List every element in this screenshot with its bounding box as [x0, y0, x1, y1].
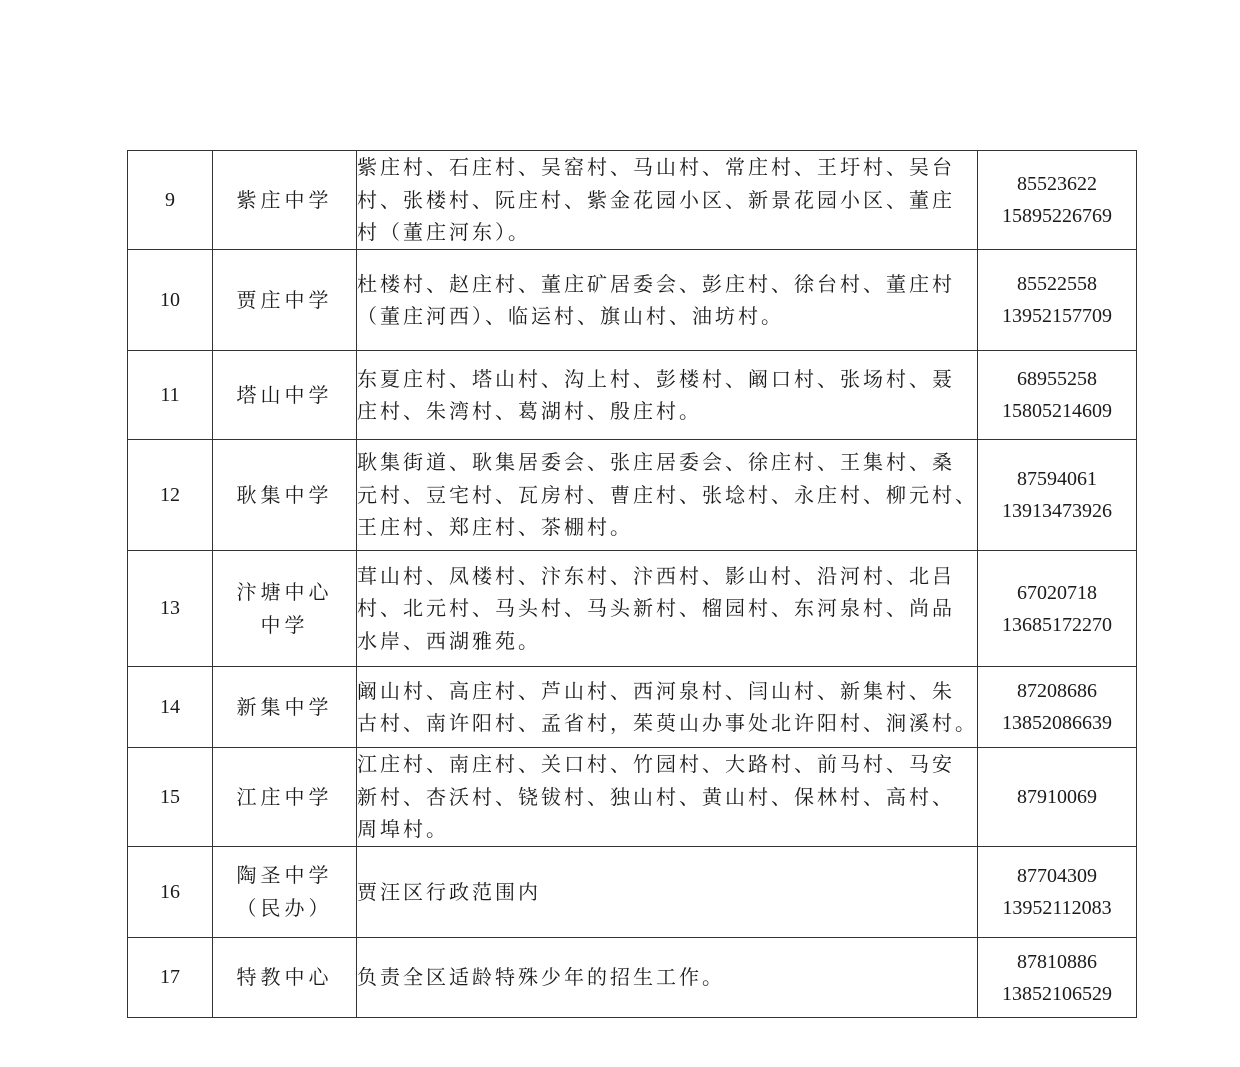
school-name-line: （民办） — [236, 896, 333, 920]
table-row — [128, 667, 1137, 748]
enrollment-area-line: 耿集街道、耿集居委会、张庄居委会、徐庄村、王集村、桑 — [357, 450, 955, 475]
enrollment-area — [357, 847, 978, 938]
table-row — [128, 151, 1137, 250]
enrollment-area-line: 新村、杏沃村、铙钹村、独山村、黄山村、保林村、高村、 — [357, 784, 955, 809]
contact-phone — [978, 440, 1137, 551]
school-name — [213, 440, 357, 551]
table-row — [128, 351, 1137, 440]
school-name — [213, 151, 357, 250]
enrollment-area-line: 王庄村、郑庄村、茶棚村。 — [357, 515, 633, 540]
school-name — [213, 551, 357, 667]
enrollment-area-line: 东夏庄村、塔山村、沟上村、彭楼村、阚口村、张场村、聂 — [357, 366, 955, 391]
school-name-line: 耿集中学 — [236, 482, 333, 507]
enrollment-area — [357, 351, 978, 440]
enrollment-area-line: 江庄村、南庄村、关口村、竹园村、大路村、前马村、马安 — [357, 752, 955, 777]
contact-phone — [978, 351, 1137, 440]
table-row — [128, 847, 1137, 938]
school-name-line: 江庄中学 — [236, 784, 333, 809]
enrollment-area — [357, 667, 978, 748]
table-row — [128, 938, 1137, 1018]
enrollment-area — [357, 748, 978, 847]
school-name-line: 新集中学 — [236, 694, 333, 719]
table-row — [128, 250, 1137, 351]
row-number: 17 — [128, 938, 213, 1018]
phone-number: 13852106529 — [1002, 982, 1112, 1005]
contact-phone — [978, 938, 1137, 1018]
phone-number: 87910069 — [1017, 786, 1097, 808]
phone-number: 13685172270 — [1002, 613, 1112, 636]
school-name — [213, 667, 357, 748]
school-name-line: 汴塘中心 — [236, 579, 333, 604]
row-number: 16 — [128, 847, 213, 938]
enrollment-area-line: 村、北元村、马头村、马头新村、榴园村、东河泉村、尚品 — [357, 596, 955, 621]
table-row — [128, 440, 1137, 551]
phone-number: 68955258 — [1017, 368, 1097, 390]
enrollment-area-line: 贾汪区行政范围内 — [357, 879, 541, 904]
phone-number: 13852086639 — [1002, 712, 1112, 734]
enrollment-area — [357, 250, 978, 351]
phone-number: 15895226769 — [1002, 205, 1112, 227]
school-name-line: 陶圣中学 — [236, 863, 333, 887]
row-number: 13 — [128, 551, 213, 667]
phone-number: 67020718 — [1017, 581, 1097, 604]
enrollment-area-line: 村、张楼村、阮庄村、紫金花园小区、新景花园小区、董庄 — [357, 187, 955, 212]
table-row — [128, 551, 1137, 667]
enrollment-area — [357, 440, 978, 551]
school-name — [213, 250, 357, 351]
phone-number: 87704309 — [1017, 865, 1097, 887]
phone-number: 87810886 — [1017, 950, 1097, 973]
row-number: 10 — [128, 250, 213, 351]
phone-number: 87208686 — [1017, 680, 1097, 702]
contact-phone — [978, 748, 1137, 847]
phone-number: 13913473926 — [1002, 500, 1112, 522]
school-name — [213, 847, 357, 938]
table-row — [128, 748, 1137, 847]
enrollment-area-line: 村（董庄河东）。 — [357, 220, 531, 245]
row-number: 12 — [128, 440, 213, 551]
enrollment-area-line: 茸山村、凤楼村、汴东村、汴西村、影山村、沿河村、北吕 — [357, 563, 955, 588]
enrollment-area-line: 阚山村、高庄村、芦山村、西河泉村、闫山村、新集村、朱 — [357, 678, 955, 703]
phone-number: 13952112083 — [1002, 897, 1112, 919]
enrollment-area-line: 负责全区适龄特殊少年的招生工作。 — [357, 965, 725, 990]
contact-phone — [978, 847, 1137, 938]
enrollment-area-line: 古村、南许阳村、孟省村，茱萸山办事处北许阳村、涧溪村。 — [357, 711, 978, 735]
enrollment-area-line: 庄村、朱湾村、葛湖村、殷庄村。 — [357, 399, 702, 423]
contact-phone — [978, 250, 1137, 351]
phone-number: 13952157709 — [1002, 305, 1112, 327]
enrollment-area-line: 紫庄村、石庄村、吴窑村、马山村、常庄村、王圩村、吴台 — [357, 155, 955, 180]
contact-phone — [978, 151, 1137, 250]
contact-phone — [978, 551, 1137, 667]
phone-number: 85523622 — [1017, 173, 1097, 195]
enrollment-area-line: 杜楼村、赵庄村、董庄矿居委会、彭庄村、徐台村、董庄村 — [357, 271, 955, 296]
school-name — [213, 938, 357, 1018]
enrollment-area-line: 周埠村。 — [357, 817, 449, 842]
school-name-line: 贾庄中学 — [236, 287, 333, 312]
school-name-line: 特教中心 — [236, 965, 333, 989]
row-number: 14 — [128, 667, 213, 748]
enrollment-area-line: （董庄河西）、临运村、旗山村、油坊村。 — [357, 304, 784, 328]
row-number: 9 — [128, 151, 213, 250]
enrollment-area-line: 水岸、西湖雅苑。 — [357, 628, 541, 653]
enrollment-area-line: 元村、豆宅村、瓦房村、曹庄村、张埝村、永庄村、柳元村、 — [357, 482, 978, 507]
school-name-line: 紫庄中学 — [236, 187, 333, 212]
table-body — [128, 151, 1137, 1018]
school-name — [213, 351, 357, 440]
phone-number: 15805214609 — [1002, 400, 1112, 422]
phone-number: 87594061 — [1017, 468, 1097, 490]
enrollment-table — [127, 150, 1137, 1018]
phone-number: 85522558 — [1017, 273, 1097, 295]
enrollment-area — [357, 938, 978, 1018]
contact-phone — [978, 667, 1137, 748]
enrollment-area — [357, 551, 978, 667]
school-name — [213, 748, 357, 847]
school-name-line: 中学 — [260, 612, 309, 637]
row-number: 15 — [128, 748, 213, 847]
enrollment-area — [357, 151, 978, 250]
school-name-line: 塔山中学 — [236, 382, 333, 407]
row-number: 11 — [128, 351, 213, 440]
